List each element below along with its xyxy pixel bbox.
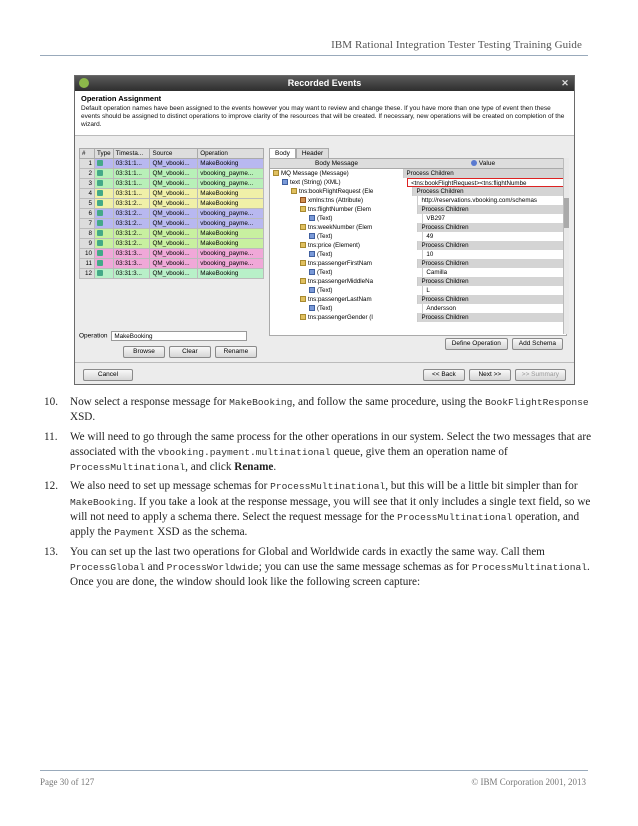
table-cell: 11 (80, 259, 95, 269)
message-type-icon (97, 200, 103, 206)
scroll-thumb[interactable] (564, 198, 569, 228)
table-cell: 12 (80, 269, 95, 279)
table-row[interactable] (80, 239, 264, 249)
attr-icon (300, 197, 306, 203)
message-type-icon (97, 190, 103, 196)
tree-node (270, 295, 417, 304)
column-header[interactable]: # (80, 149, 95, 159)
table-cell: 03:31:2... (113, 199, 150, 209)
table-cell: MakeBooking (198, 159, 264, 169)
table-cell: QM_vbooki... (150, 259, 198, 269)
table-cell: 03:31:1... (113, 159, 150, 169)
browse-button[interactable]: Browse (123, 346, 165, 358)
tree-node-label: tns:passengerGender (I (308, 314, 374, 321)
tree-row[interactable] (270, 250, 566, 259)
table-cell (95, 219, 114, 229)
text-icon (309, 215, 315, 221)
tree-node (270, 241, 417, 250)
summary-button[interactable]: >> Summary (515, 369, 566, 381)
folder-icon (291, 188, 297, 194)
tree-row[interactable] (270, 196, 566, 205)
table-cell: vbooking_payme... (198, 179, 264, 189)
folder-icon (300, 278, 306, 284)
app-icon (79, 78, 89, 88)
table-cell: QM_vbooki... (150, 199, 198, 209)
tree-node-label: (Text) (317, 269, 333, 276)
add-schema-button[interactable]: Add Schema (512, 338, 563, 350)
running-header: IBM Rational Integration Tester Testing Training Guide (331, 39, 582, 51)
table-cell: MakeBooking (198, 189, 264, 199)
column-header[interactable]: Operation (198, 149, 264, 159)
tree-row[interactable] (270, 205, 566, 214)
table-row[interactable] (80, 269, 264, 279)
table-cell: MakeBooking (198, 229, 264, 239)
window-titlebar (75, 76, 574, 91)
table-cell: QM_vbooki... (150, 269, 198, 279)
text-icon (309, 251, 315, 257)
table-cell: 03:31:2... (113, 239, 150, 249)
tree-node (270, 205, 417, 214)
rename-button[interactable]: Rename (215, 346, 257, 358)
header-rule (40, 55, 588, 56)
section-title: Operation Assignment (81, 94, 162, 103)
message-type-icon (97, 240, 103, 246)
step-text: operation, and apply the (70, 511, 580, 539)
message-panel (269, 148, 569, 358)
table-cell (95, 239, 114, 249)
step-number: 13. (44, 545, 58, 558)
window-title: Recorded Events (287, 78, 362, 88)
inline-code: ProcessMultinational (270, 481, 386, 493)
inline-code: ProcessMultinational (471, 561, 587, 573)
next-button[interactable]: Next >> (469, 369, 511, 381)
tree-node-value[interactable]: 49 (422, 232, 566, 241)
table-cell: QM_vbooki... (150, 209, 198, 219)
page-number: Page 30 of 127 (40, 777, 95, 787)
tree-node (270, 223, 417, 232)
clear-button[interactable]: Clear (169, 346, 211, 358)
table-cell (95, 259, 114, 269)
define-operation-button[interactable]: Define Operation (445, 338, 508, 350)
text-icon (309, 269, 315, 275)
step-text: and (144, 560, 167, 573)
tree-node-value[interactable]: Process Children (417, 277, 566, 286)
table-cell: 4 (80, 189, 95, 199)
message-type-icon (97, 260, 103, 266)
tree-node-value[interactable]: Andersson (422, 304, 566, 313)
tree-node-value[interactable]: Process Children (417, 241, 566, 250)
tree-row[interactable] (270, 259, 566, 268)
table-cell: 03:31:2... (113, 219, 150, 229)
footer-rule (40, 770, 588, 771)
text-icon (309, 233, 315, 239)
table-cell: QM_vbooki... (150, 239, 198, 249)
tree-header-value-label: Value (478, 160, 496, 167)
table-cell: 10 (80, 249, 95, 259)
folder-icon (300, 296, 306, 302)
step-text: You can set up the last two operations for Global and Worldwide cards in exactly the same way. Call them (70, 545, 545, 558)
events-panel (79, 148, 264, 358)
tree-node-label: MQ Message (Message) (281, 170, 349, 177)
table-cell (95, 169, 114, 179)
tree-row[interactable] (270, 295, 566, 304)
tree-node-label: tns:passengerMiddleNa (308, 278, 374, 285)
tree-node-value[interactable]: VB297 (422, 214, 566, 223)
tab-header[interactable]: Header (296, 148, 329, 158)
table-cell: QM_vbooki... (150, 229, 198, 239)
table-cell: 03:31:2... (113, 209, 150, 219)
nav-buttons (423, 369, 568, 381)
table-cell (95, 189, 114, 199)
tree-node-label: (Text) (317, 233, 333, 240)
back-button[interactable]: << Back (423, 369, 465, 381)
inline-code: Payment (114, 527, 155, 539)
table-cell: 6 (80, 209, 95, 219)
value-icon (471, 160, 477, 166)
step-item (44, 395, 604, 426)
tree-node (270, 187, 412, 196)
tree-node-value[interactable]: Process Children (417, 205, 566, 214)
table-cell: 3 (80, 179, 95, 189)
tree-node (270, 196, 417, 205)
message-type-icon (97, 210, 103, 216)
table-cell (95, 249, 114, 259)
table-cell: 03:31:1... (113, 189, 150, 199)
tree-row[interactable] (270, 268, 566, 277)
tree-row[interactable] (270, 304, 566, 313)
tree-scrollbar[interactable] (563, 158, 569, 334)
tree-header-body: Body Message (315, 160, 358, 167)
tree-row[interactable] (270, 214, 566, 223)
table-cell: vbooking_payme... (198, 259, 264, 269)
step-text: . (273, 461, 277, 474)
message-type-icon (97, 250, 103, 256)
tree-node (270, 286, 422, 295)
message-type-icon (97, 170, 103, 176)
tree-row[interactable] (270, 277, 566, 286)
operation-assignment-panel (75, 91, 574, 136)
tree-node-value[interactable]: Process Children (403, 169, 566, 178)
tree-row[interactable] (270, 286, 566, 295)
tab-body[interactable]: Body (269, 148, 296, 158)
inline-code: MakeBooking (70, 496, 134, 508)
inline-code: ProcessMultinational (397, 512, 513, 524)
table-cell: vbooking_payme... (198, 209, 264, 219)
inline-code: MakeBooking (229, 397, 293, 408)
tree-node-label: (Text) (317, 287, 333, 294)
tree-node-value[interactable]: http://reservations.vbooking.com/schemas (417, 196, 566, 205)
step-text: Now select a response message for (70, 396, 230, 408)
table-cell (95, 209, 114, 219)
folder-icon (300, 314, 306, 320)
table-row[interactable] (80, 219, 264, 229)
tree-node-value[interactable]: Process Children (417, 295, 566, 304)
folder-icon (300, 224, 306, 230)
step-text: ; you can use the same message schemas as for (258, 560, 472, 573)
tree-node (270, 169, 403, 178)
table-cell: vbooking_payme... (198, 219, 264, 229)
table-cell: MakeBooking (198, 269, 264, 279)
step-text: , and follow the same procedure, using the (292, 396, 486, 408)
close-icon[interactable]: ✕ (561, 78, 569, 88)
section-description: Default operation names have been assigned to the events however you may want to review and change these. If you have more than one type of event then these events should be assigned to distinct operations to improve clarity of the resources that will be created. If necessary, new operations will be created on completion of the wizard. (81, 105, 565, 128)
tree-node-value[interactable]: Camilla (422, 268, 566, 277)
operation-input[interactable] (111, 331, 247, 341)
tree-header (270, 159, 566, 169)
message-type-icon (97, 270, 103, 276)
table-cell: QM_vbooki... (150, 169, 198, 179)
table-cell: QM_vbooki... (150, 219, 198, 229)
text-icon (282, 179, 288, 185)
table-row[interactable] (80, 159, 264, 169)
tree-node-label: tns:passengerFirstNam (308, 260, 372, 267)
step-text: XSD as the schema. (154, 526, 248, 539)
table-cell: QM_vbooki... (150, 249, 198, 259)
tree-node-label: tns:price (Element) (308, 242, 360, 249)
step-text: XSD. (70, 411, 96, 424)
copyright: © IBM Corporation 2001, 2013 (471, 777, 586, 787)
tree-node (270, 232, 422, 241)
table-cell: QM_vbooki... (150, 159, 198, 169)
inline-code: ProcessGlobal (70, 561, 145, 573)
column-header[interactable]: Type (95, 149, 114, 159)
step-text: We also need to set up message schemas for (70, 480, 271, 493)
step-text: , but this will be a little bit simpler than for (385, 480, 578, 493)
cancel-button[interactable]: Cancel (83, 369, 133, 381)
step-item (44, 430, 604, 476)
events-table (79, 148, 264, 279)
tree-node-value[interactable]: L (422, 286, 566, 295)
table-cell: 9 (80, 239, 95, 249)
schema-buttons (445, 338, 565, 350)
tree-node-label: tns:flightNumber (Elem (308, 206, 371, 213)
table-row[interactable] (80, 169, 264, 179)
operation-label: Operation (79, 332, 108, 340)
table-row[interactable] (80, 249, 264, 259)
table-cell: 03:31:1... (113, 169, 150, 179)
step-text: queue, give them an operation name of (330, 445, 508, 458)
tree-header-value (403, 159, 563, 168)
column-header[interactable]: Timesta... (113, 149, 150, 159)
table-cell: QM_vbooki... (150, 189, 198, 199)
table-cell: MakeBooking (198, 199, 264, 209)
table-cell: 7 (80, 219, 95, 229)
table-cell (95, 229, 114, 239)
tree-row[interactable] (270, 169, 566, 178)
table-cell: 03:31:1... (113, 179, 150, 189)
table-cell (95, 269, 114, 279)
tree-node-label: tns:bookFlightRequest (Ele (299, 188, 374, 195)
tree-node-value[interactable]: Process Children (412, 187, 566, 196)
tree-row[interactable] (270, 223, 566, 232)
tree-node-value[interactable]: 10 (422, 250, 566, 259)
column-header[interactable]: Source (150, 149, 198, 159)
table-row[interactable] (80, 199, 264, 209)
step-item (44, 479, 604, 540)
table-row[interactable] (80, 259, 264, 269)
table-row[interactable] (80, 229, 264, 239)
folder-icon (273, 170, 279, 176)
tree-node-value[interactable]: Process Children (417, 259, 566, 268)
message-tabs (269, 148, 569, 158)
folder-icon (300, 242, 306, 248)
tree-row[interactable] (270, 313, 566, 322)
operation-buttons (123, 346, 259, 358)
table-cell: QM_vbooki... (150, 179, 198, 189)
inline-code: ProcessWorldwide (166, 561, 259, 573)
tree-node-label: (Text) (317, 215, 333, 222)
tree-row[interactable] (270, 187, 566, 196)
message-type-icon (97, 230, 103, 236)
tree-node-label: tns:weekNumber (Elem (308, 224, 373, 231)
tree-node-value[interactable]: Process Children (417, 313, 566, 322)
table-cell: 5 (80, 199, 95, 209)
table-cell: 03:31:3... (113, 259, 150, 269)
table-cell: 2 (80, 169, 95, 179)
tree-node (270, 178, 407, 187)
tree-node (270, 250, 422, 259)
tree-node-label: (Text) (317, 251, 333, 258)
text-icon (309, 287, 315, 293)
inline-code: ProcessMultinational (70, 462, 186, 474)
table-cell: 03:31:3... (113, 269, 150, 279)
operation-row (79, 331, 247, 341)
text-icon (309, 305, 315, 311)
table-cell: 03:31:3... (113, 249, 150, 259)
message-type-icon (97, 160, 103, 166)
tree-node-label: xmlns:tns (Attribute) (308, 197, 364, 204)
recorded-events-window (74, 75, 575, 385)
folder-icon (300, 260, 306, 266)
tree-node (270, 214, 422, 223)
table-cell (95, 159, 114, 169)
table-cell: 1 (80, 159, 95, 169)
tree-row[interactable] (270, 232, 566, 241)
tree-row[interactable] (270, 178, 566, 187)
step-number: 11. (44, 430, 58, 443)
tree-node-value[interactable]: <tns:bookFlightRequest><tns:flightNumbe (407, 178, 566, 187)
table-cell: vbooking_payme... (198, 249, 264, 259)
tree-node (270, 277, 417, 286)
step-item (44, 545, 604, 591)
message-tree (269, 158, 567, 336)
step-number: 10. (44, 396, 58, 408)
table-cell: 03:31:2... (113, 229, 150, 239)
tree-node (270, 268, 422, 277)
tree-row[interactable] (270, 241, 566, 250)
table-cell (95, 179, 114, 189)
instruction-steps (44, 395, 604, 595)
table-row[interactable] (80, 179, 264, 189)
tree-node-value[interactable]: Process Children (417, 223, 566, 232)
step-text: , and click (185, 461, 235, 474)
tree-node-label: (Text) (317, 305, 333, 312)
tree-node (270, 313, 417, 322)
table-row[interactable] (80, 189, 264, 199)
table-cell (95, 199, 114, 209)
step-text: . If you take a look at the response message, you will see that it only includes a single text field, so we will not need to apply a schema there. Select the request message for the (70, 495, 591, 524)
tree-node-label: text (String) (XML) (290, 179, 341, 186)
table-row[interactable] (80, 209, 264, 219)
step-number: 12. (44, 480, 58, 493)
folder-icon (300, 206, 306, 212)
wizard-bar (75, 362, 574, 385)
table-cell: vbooking_payme... (198, 169, 264, 179)
tree-node-label: tns:passengerLastNam (308, 296, 372, 303)
inline-code: BookFlightResponse (485, 397, 589, 408)
tree-node (270, 304, 422, 313)
table-cell: MakeBooking (198, 239, 264, 249)
message-type-icon (97, 180, 103, 186)
tree-node (270, 259, 417, 268)
inline-code: vbooking.payment.multinational (157, 446, 331, 458)
step-text: We will need to go through the same process for the other operations in our system. Select the two messages that are associated with the (70, 430, 592, 458)
message-type-icon (97, 220, 103, 226)
bold-text: Rename (234, 461, 274, 474)
table-cell: 8 (80, 229, 95, 239)
step-text: . Once you are done, the window should look like the following screen capture: (70, 560, 590, 589)
